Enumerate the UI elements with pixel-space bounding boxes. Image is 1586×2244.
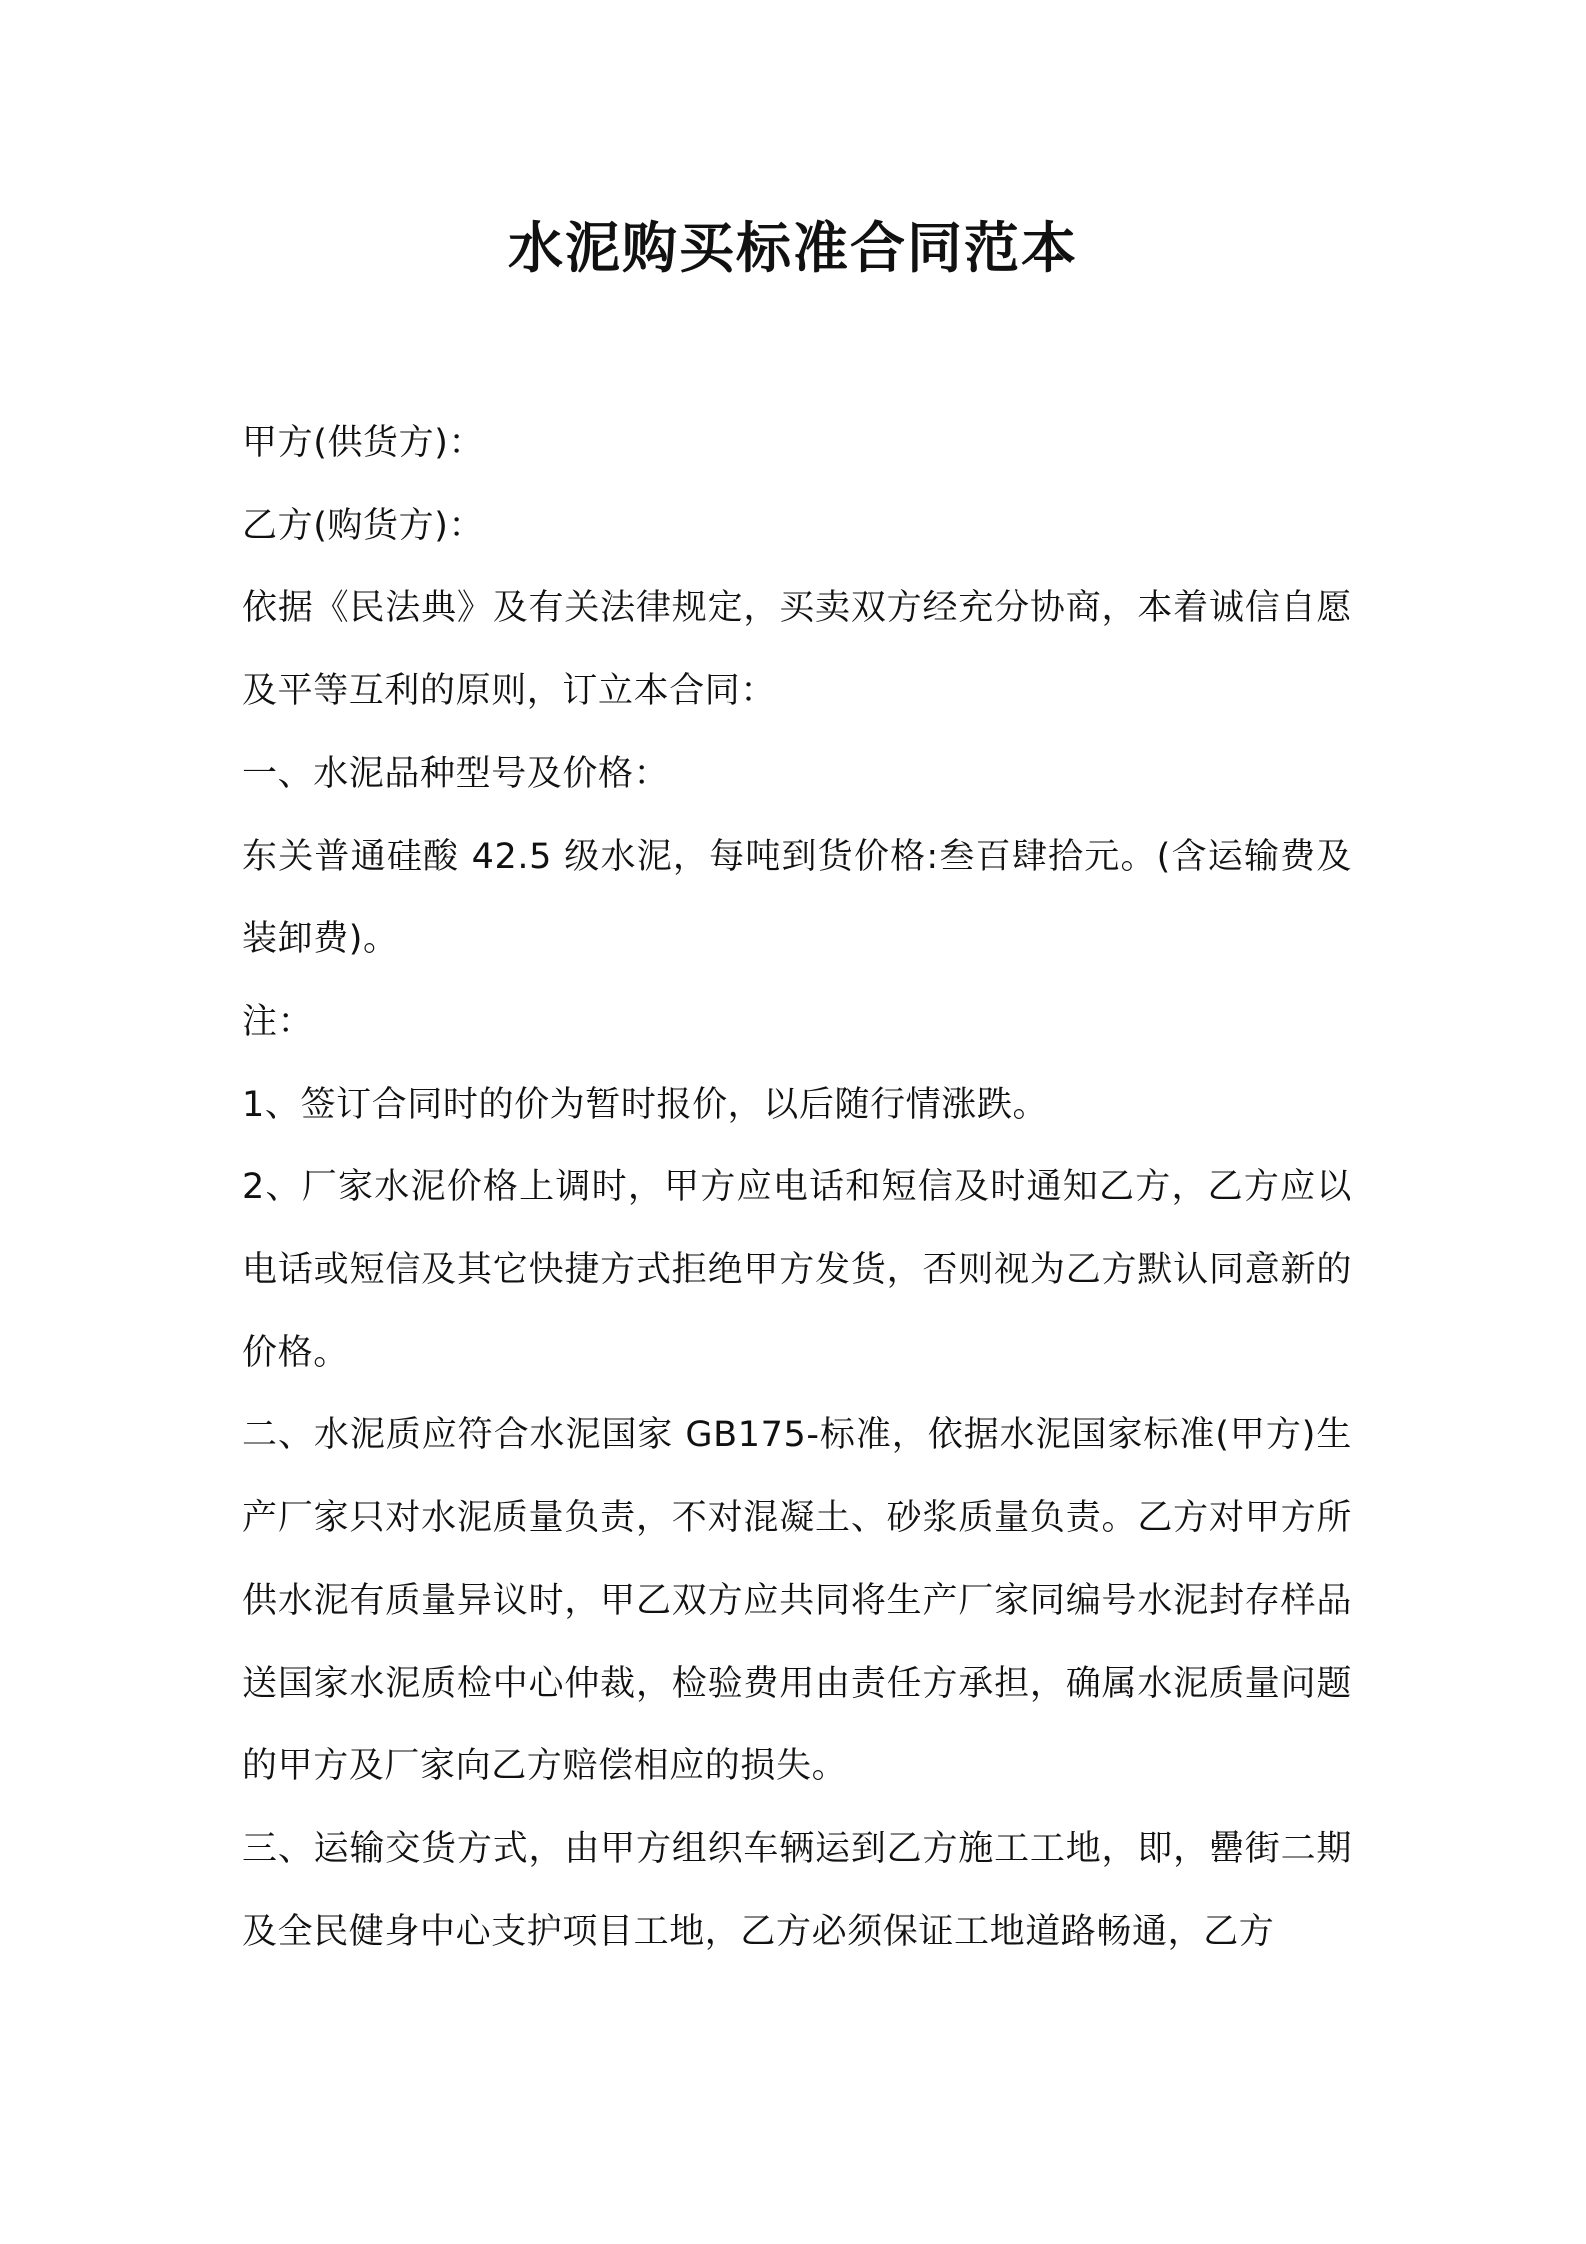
section-1-heading: 一、水泥品种型号及价格： (242, 753, 670, 794)
document-body (242, 402, 1352, 1973)
note-item-2: 2、厂家水泥价格上调时，甲方应电话和短信及时通知乙方，乙方应以电话或短信及其它快捷方式拒绝甲方发货，否则视为乙方默认同意新的价格。 (242, 1167, 1352, 1373)
preamble-paragraph: 依据《民法典》及有关法律规定，买卖双方经充分协商，本着诚信自愿及平等互利的原则，订立本合同： (242, 588, 1352, 712)
document-title: 水泥购买标准合同范本 (507, 216, 1078, 280)
party-a-line: 甲方(供货方)： (242, 423, 485, 463)
note-heading: 注： (242, 1001, 314, 1042)
party-b-line: 乙方(购货方)： (242, 505, 485, 546)
section-3-paragraph: 三、运输交货方式，由甲方组织车辆运到乙方施工工地，即，罍街二期及全民健身中心支护项目工地，乙方必须保证工地道路畅通，乙方 (242, 1828, 1352, 1952)
section-1-price-paragraph: 东关普通硅酸 42.5 级水泥，每吨到货价格:叁百肆拾元。(含运输费及装卸费)。 (242, 836, 1352, 960)
section-2-paragraph: 二、水泥质应符合水泥国家 GB175-标准，依据水泥国家标准(甲方)生产厂家只对水泥质量负责，不对混凝土、砂浆质量负责。乙方对甲方所供水泥有质量异议时，甲乙双方应共同将生产厂家同编号水泥封存样品送国家水泥质检中心仲裁，检验费用由责任方承担，确属水泥质量问题的甲方及厂家向乙方赔偿相应的损失。 (242, 1415, 1352, 1787)
note-item-1: 1、签订合同时的价为暂时报价，以后随行情涨跌。 (242, 1084, 1049, 1125)
